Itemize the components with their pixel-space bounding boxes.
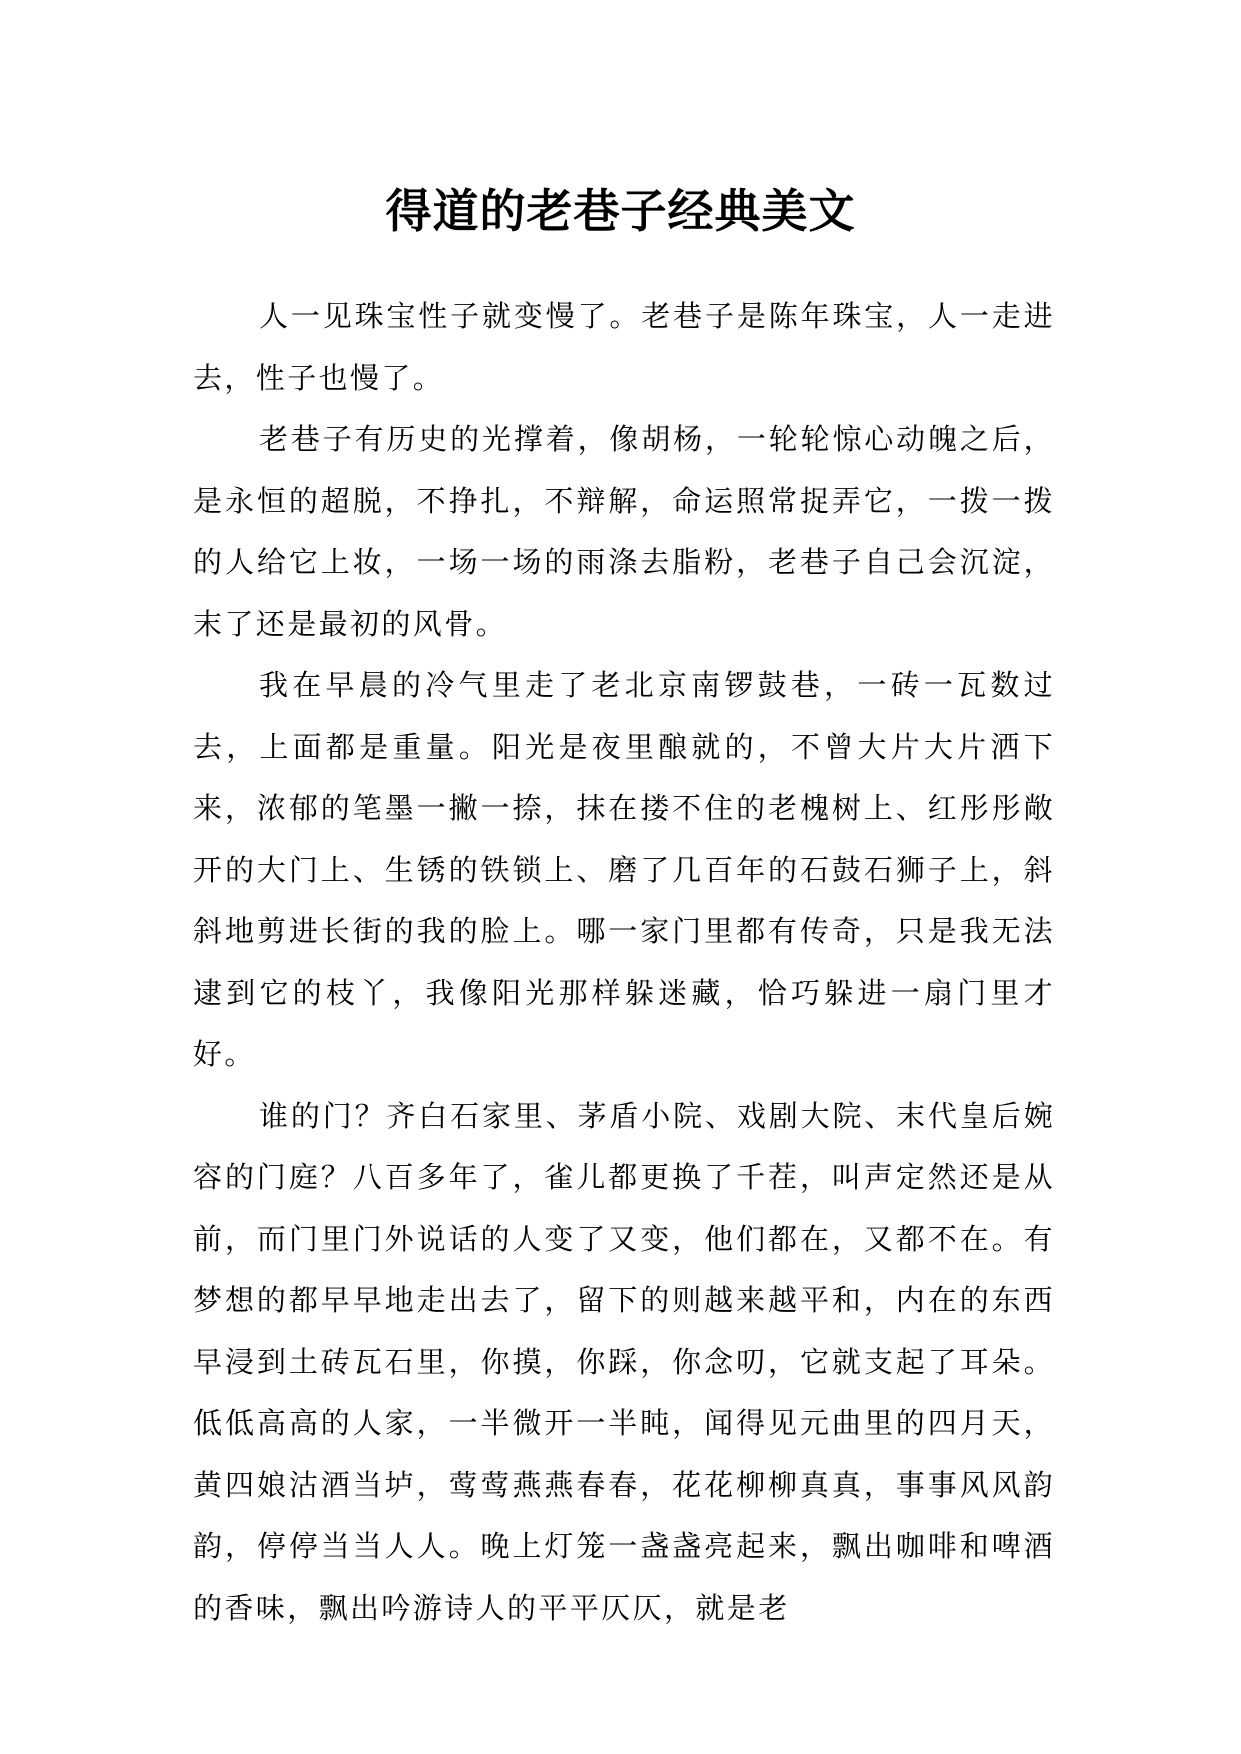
paragraph-2: 老巷子有历史的光撑着，像胡杨，一轮轮惊心动魄之后，是永恒的超脱，不挣扎，不辩解，命运照常捉弄它，一拨一拨的人给它上妆，一场一场的雨涤去脂粉，老巷子自己会沉淀，末了还是最初的风骨。 [193, 422, 1055, 641]
document-body [193, 286, 1055, 1639]
paragraph-3: 我在早晨的冷气里走了老北京南锣鼓巷，一砖一瓦数过去，上面都是重量。阳光是夜里酿就的，不曾大片大片洒下来，浓郁的笔墨一撇一捺，抹在搂不住的老槐树上、红彤彤敞开的大门上、生锈的铁锁上、磨了几百年的石鼓石狮子上，斜斜地剪进长街的我的脸上。哪一家门里都有传奇，只是我无法逮到它的枝丫，我像阳光那样躲迷藏，恰巧躲进一扇门里才好。 [193, 668, 1055, 1071]
document-title: 得道的老巷子经典美文 [385, 183, 856, 238]
paragraph-1: 人一见珠宝性子就变慢了。老巷子是陈年珠宝，人一走进去，性子也慢了。 [193, 299, 1055, 395]
paragraph-4: 谁的门？齐白石家里、茅盾小院、戏剧大院、末代皇后婉容的门庭？八百多年了，雀儿都更换了千茬，叫声定然还是从前，而门里门外说话的人变了又变，他们都在，又都不在。有梦想的都早早地走出去了，留下的则越来越平和，内在的东西早浸到土砖瓦石里，你摸，你踩，你念叨，它就支起了耳朵。低低高高的人家，一半微开一半盹，闻得见元曲里的四月天，黄四娘沽酒当垆，莺莺燕燕春春，花花柳柳真真，事事风风韵韵，停停当当人人。晚上灯笼一盏盏亮起来，飘出咖啡和啤酒的香味，飘出吟游诗人的平平仄仄，就是老 [193, 1098, 1055, 1625]
